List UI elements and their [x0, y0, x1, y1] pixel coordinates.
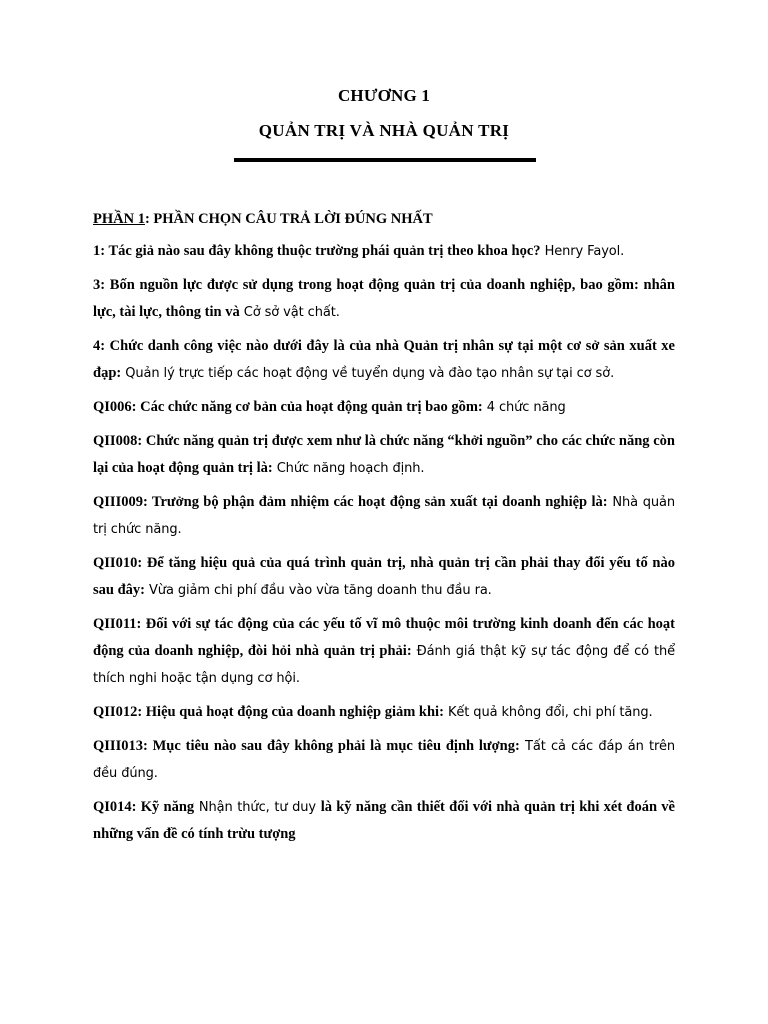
question-item	[93, 733, 675, 787]
title-underline	[234, 158, 536, 162]
answer-text: Nhận thức, tư duy	[194, 800, 321, 815]
question-item	[93, 550, 675, 604]
question-item	[93, 489, 675, 543]
question-item	[93, 333, 675, 387]
question-item	[93, 794, 675, 848]
question-text: QIII009: Trưởng bộ phận đảm nhiệm các hoạt động sản xuất tại doanh nghiệp là:	[93, 494, 608, 510]
question-item	[93, 611, 675, 692]
answer-text: Cở sở vật chất.	[239, 305, 340, 320]
question-text: 1: Tác giả nào sau đây không thuộc trường phái quản trị theo khoa học?	[93, 243, 541, 259]
answer-text: Nhà quản trị chức năng.	[93, 495, 675, 537]
chapter-heading: CHƯƠNG 1	[337, 86, 431, 105]
answer-text: Đánh giá thật kỹ sự tác động để có thể thích nghi hoặc tận dụng cơ hội.	[93, 644, 676, 686]
section-label: PHẦN 1	[93, 211, 145, 227]
answer-text: Quản lý trực tiếp các hoạt động về tuyển dụng và đào tạo nhân sự tại cơ sở.	[121, 366, 615, 381]
question-item	[93, 394, 675, 421]
answer-text: Tất cả các đáp án trên đều đúng.	[93, 739, 675, 781]
answer-text: Kết quả không đổi, chi phí tăng.	[443, 705, 653, 720]
question-text: QII012: Hiệu quả hoạt động của doanh nghiệp giảm khi:	[93, 704, 444, 720]
question-item	[93, 238, 675, 265]
question-item	[93, 699, 675, 726]
question-text: QII010: Để tăng hiệu quả của quá trình quản trị, nhà quản trị cần phải thay đổi yếu tố nào sau đây:	[93, 555, 675, 598]
answer-text: Henry Fayol.	[540, 244, 625, 259]
question-text: QII008: Chức năng quản trị được xem như là chức năng “khởi nguồn” cho các chức năng còn lại của hoạt động quản trị là:	[93, 433, 675, 476]
question-text: 4: Chức danh công việc nào dưới đây là của nhà Quản trị nhân sự tại một cơ sở sản xuất xe đạp:	[93, 338, 675, 381]
chapter-title: QUẢN TRỊ VÀ NHÀ QUẢN TRỊ	[258, 121, 510, 140]
question-text-continued: là kỹ năng cần thiết đối với nhà quản trị khi xét đoán về những vấn đề có tính trừu tượng	[93, 799, 675, 842]
question-text: 3: Bốn nguồn lực được sử dụng trong hoạt động quản trị của doanh nghiệp, bao gồm: nhân lực, tài lực, thông tin và	[93, 277, 675, 320]
question-text: QI014: Kỹ năng	[93, 799, 195, 815]
question-text: QII011: Đối với sự tác động của các yếu tố vĩ mô thuộc môi trường kinh doanh đến các hoạt động của doanh nghiệp, đòi hỏi nhà quản trị phải:	[93, 616, 675, 659]
answer-text: 4 chức năng	[482, 400, 566, 415]
question-item	[93, 428, 675, 482]
document-body	[93, 206, 675, 855]
section-heading	[93, 206, 675, 233]
section-text: : PHẦN CHỌN CÂU TRẢ LỜI ĐÚNG NHẤT	[144, 211, 433, 227]
answer-text: Chức năng hoạch định.	[272, 461, 425, 476]
answer-text: Vừa giảm chi phí đầu vào vừa tăng doanh thu đầu ra.	[144, 583, 492, 598]
question-item	[93, 272, 675, 326]
question-text: QIII013: Mục tiêu nào sau đây không phải là mục tiêu định lượng:	[93, 738, 520, 754]
question-text: QI006: Các chức năng cơ bản của hoạt động quản trị bao gồm:	[93, 399, 483, 415]
